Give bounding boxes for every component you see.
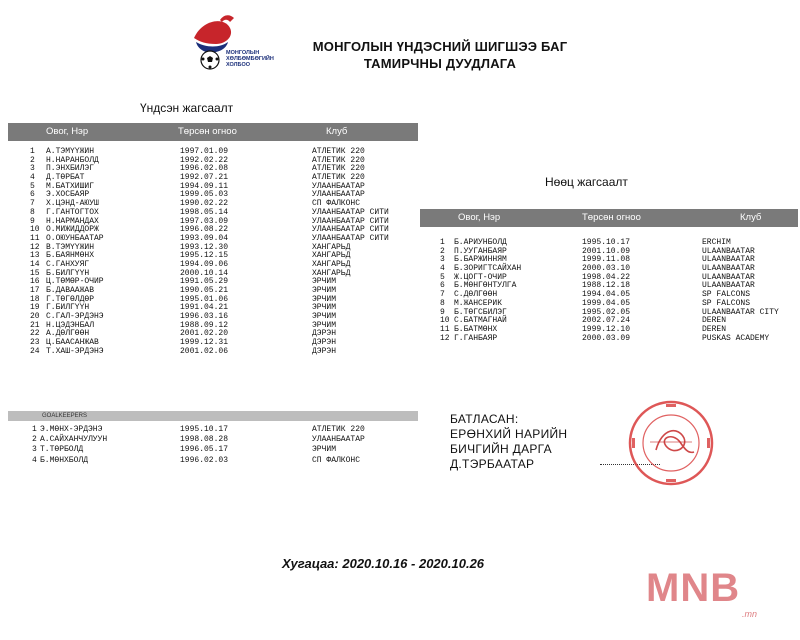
row-number: 11 [440, 324, 450, 334]
document-title [295, 38, 585, 72]
title-line-1: МОНГОЛЫН ҮНДЭСНИЙ ШИГШЭЭ БАГ [312, 39, 568, 54]
row-number: 4 [32, 455, 37, 465]
club-name: УЛААНБААТАР СИТИ [312, 216, 389, 226]
player-name: О.ОЮУНБААТАР [46, 233, 104, 243]
birth-date: 1990.02.22 [180, 199, 229, 209]
title-line-2: ТАМИРЧНЫ ДУУДЛАГА [363, 56, 517, 71]
call-up-period: Хугацаа: 2020.10.16 - 2020.10.26 [282, 556, 485, 571]
player-name: С.ДӨЛГӨӨН [454, 290, 498, 300]
birth-date: 1995.10.17 [180, 425, 229, 434]
birth-date: 1990.05.21 [180, 286, 229, 295]
club-name: ХАНГАРЬД [312, 268, 351, 278]
approval-line: Д.ТЭРБААТАР [450, 457, 535, 471]
row-number: 8 [440, 298, 445, 308]
table-row [8, 445, 418, 455]
player-name: Б.МӨНГӨНТУЛГА [454, 281, 517, 291]
header-name: Овог, Нэр [46, 126, 89, 137]
row-number: 4 [30, 173, 35, 183]
row-number: 14 [30, 259, 40, 269]
row-number: 19 [30, 303, 40, 313]
player-name: С.ГАЛ-ЭРДЭНЭ [46, 312, 104, 322]
main-list-table [8, 123, 418, 141]
club-name: ДЭРЭН [312, 338, 337, 348]
club-name: PUSKAS ACADEMY [702, 333, 770, 343]
player-name: С.ГАНХУЯГ [46, 259, 90, 269]
row-number: 5 [440, 272, 445, 282]
row-number: 2 [30, 155, 35, 165]
birth-date: 1994.09.11 [180, 181, 229, 191]
mnb-watermark-domain: .mn [742, 609, 758, 619]
birth-date: 1996.05.17 [180, 445, 229, 455]
player-name: Г.БИЛГҮҮН [46, 303, 90, 313]
birth-date: 2000.10.14 [180, 268, 229, 278]
club-name: ULAANBAATAR CITY [702, 307, 779, 317]
club-name: УЛААНБААТАР СИТИ [312, 233, 389, 243]
club-name: ULAANBAATAR [702, 246, 755, 256]
reserve-list-table [420, 209, 798, 227]
player-name: Б.ЗОРИГТСАЙХАН [454, 264, 522, 274]
club-name: ULAANBAATAR [702, 264, 755, 274]
player-name: Б.ДАВААЖАВ [46, 286, 95, 295]
row-number: 9 [440, 307, 445, 317]
goalkeeper-rows [8, 425, 418, 466]
club-name: СП ФАЛКОНС [312, 199, 361, 209]
row-number: 6 [30, 190, 35, 200]
birth-date: 2001.10.09 [582, 246, 631, 256]
table-row [8, 348, 418, 357]
club-name: ULAANBAATAR [702, 255, 755, 265]
row-number: 7 [30, 199, 35, 209]
birth-date: 1999.12.31 [180, 338, 229, 348]
player-name: О.МИЖИДДОРЖ [46, 225, 99, 235]
row-number: 10 [30, 225, 40, 235]
row-number: 22 [30, 329, 40, 339]
club-name: АТЛЕТИК 220 [312, 155, 365, 165]
player-name: Г.ГАНТОГТОХ [46, 207, 99, 217]
row-number: 10 [440, 316, 450, 326]
club-name: ЭРЧИМ [312, 286, 337, 295]
main-list-header [8, 123, 418, 141]
club-name: АТЛЕТИК 220 [312, 164, 365, 174]
birth-date: 2000.03.10 [582, 264, 631, 274]
row-number: 12 [30, 242, 40, 252]
birth-date: 2001.02.20 [180, 329, 229, 339]
player-name: А.САЙХАНЧУЛУУН [40, 435, 108, 445]
player-name: Г.ТӨГӨЛДӨР [46, 294, 95, 304]
row-number: 13 [30, 251, 40, 261]
player-name: Д.ТӨРБАТ [46, 173, 85, 183]
birth-date: 1999.04.05 [582, 298, 631, 308]
birth-date: 2001.02.06 [180, 346, 229, 356]
row-number: 7 [440, 290, 445, 300]
table-row [8, 456, 418, 466]
player-name: Б.ТӨГСБИЛЭГ [454, 307, 507, 317]
row-number: 20 [30, 312, 40, 322]
birth-date: 2002.07.24 [582, 316, 631, 326]
row-number: 23 [30, 338, 40, 348]
federation-logo-icon [190, 14, 280, 78]
row-number: 8 [30, 207, 35, 217]
club-name: ЭРЧИМ [312, 320, 337, 330]
birth-date: 1991.05.29 [180, 277, 229, 287]
header-dob: Төрсөн огноо [582, 212, 641, 223]
approval-line: ЕРӨНХИЙ НАРИЙН [450, 427, 568, 441]
main-list-label: Үндсэн жагсаалт [140, 101, 234, 115]
birth-date: 1996.02.08 [180, 164, 229, 174]
row-number: 12 [440, 333, 450, 343]
player-name: Б.БАТМӨНХ [454, 324, 498, 334]
birth-date: 1998.08.28 [180, 435, 229, 445]
row-number: 2 [440, 246, 445, 256]
approval-line: БАТЛАСАН: [450, 412, 519, 426]
header-club: Клуб [326, 126, 348, 137]
row-number: 24 [30, 346, 40, 356]
club-name: ERCHIM [702, 238, 731, 247]
birth-date: 1997.03.09 [180, 216, 229, 226]
goalkeepers-divider: GOALKEEPERS [8, 411, 418, 421]
official-seal-icon [626, 398, 716, 488]
birth-date: 1996.03.16 [180, 312, 229, 322]
player-name: Б.МӨНХБОЛД [40, 455, 89, 465]
club-name: ULAANBAATAR [702, 272, 755, 282]
player-name: П.УУГАНБАЯР [454, 246, 507, 256]
club-name: DEREN [702, 324, 727, 334]
row-number: 3 [30, 164, 35, 174]
club-name: УЛААНБААТАР СИТИ [312, 225, 389, 235]
club-name: DEREN [702, 316, 727, 326]
club-name: ДЭРЭН [312, 329, 337, 339]
club-name: ДЭРЭН [312, 346, 337, 356]
birth-date: 1988.12.18 [582, 281, 631, 291]
row-number: 21 [30, 320, 40, 330]
birth-date: 1995.12.15 [180, 251, 229, 261]
player-name: Б.АРИУНБОЛД [454, 238, 507, 247]
player-name: Ц.ТӨМӨР-ОЧИР [46, 277, 104, 287]
club-name: АТЛЕТИК 220 [312, 173, 365, 183]
row-number: 16 [30, 277, 40, 287]
player-name: М.БАТХИШИГ [46, 181, 95, 191]
club-name: АТЛЕТИК 220 [312, 425, 365, 434]
club-name: УЛААНБААТАР СИТИ [312, 207, 389, 217]
player-name: Т.ТӨРБОЛД [40, 445, 84, 455]
row-number: 18 [30, 294, 40, 304]
birth-date: 1988.09.12 [180, 320, 229, 330]
club-name: ЭРЧИМ [312, 303, 337, 313]
player-name: Э.МӨНХ-ЭРДЭНЭ [40, 425, 103, 434]
player-name: Н.НАРМАНДАХ [46, 216, 99, 226]
birth-date: 1996.02.03 [180, 455, 229, 465]
row-number: 6 [440, 281, 445, 291]
club-name: ХАНГАРЬД [312, 242, 351, 252]
table-row [8, 435, 418, 445]
table-row [8, 425, 418, 435]
reserve-list-label: Нөөц жагсаалт [545, 175, 628, 189]
birth-date: 1992.07.21 [180, 173, 229, 183]
player-name: Н.ЦЭДЭНБАЛ [46, 320, 95, 330]
birth-date: 1998.05.14 [180, 207, 229, 217]
player-name: А.ДӨЛГӨӨН [46, 329, 90, 339]
birth-date: 1993.09.04 [180, 233, 229, 243]
approval-line: БИЧГИЙН ДАРГА [450, 442, 552, 456]
birth-date: 1996.08.22 [180, 225, 229, 235]
approval-block [450, 412, 567, 472]
player-name: Ц.БААСАНЖАВ [46, 338, 99, 348]
birth-date: 1998.04.22 [582, 272, 631, 282]
club-name: ЭРЧИМ [312, 294, 337, 304]
club-name: УЛААНБААТАР [312, 181, 365, 191]
player-name: Б.БАРЖИННЯМ [454, 255, 507, 265]
row-number: 3 [440, 255, 445, 265]
birth-date: 1993.12.30 [180, 242, 229, 252]
header-dob: Төрсөн огноо [178, 126, 237, 137]
birth-date: 1999.12.10 [582, 324, 631, 334]
player-name: П.ЭНХБИЛЭГ [46, 164, 95, 174]
club-name: ЭРЧИМ [312, 445, 337, 455]
reserve-list-rows [420, 239, 798, 343]
birth-date: 2000.03.09 [582, 333, 631, 343]
main-list-rows [8, 148, 418, 357]
header-name: Овог, Нэр [458, 212, 501, 223]
club-name: ХАНГАРЬД [312, 259, 351, 269]
club-name: СП ФАЛКОНС [312, 455, 361, 465]
birth-date: 1999.11.08 [582, 255, 631, 265]
club-name: УЛААНБААТАР [312, 435, 365, 445]
player-name: Х.ЦЭНД-АЮУШ [46, 199, 99, 209]
birth-date: 1999.05.03 [180, 190, 229, 200]
club-name: ЭРЧИМ [312, 312, 337, 322]
header-club: Клуб [740, 212, 762, 223]
player-name: М.ЖАНСЕРИК [454, 298, 503, 308]
reserve-list-header [420, 209, 798, 227]
club-name: SP FALCONS [702, 290, 751, 300]
row-number: 4 [440, 264, 445, 274]
row-number: 3 [32, 445, 37, 455]
player-name: Г.ГАНБАЯР [454, 333, 498, 343]
player-name: С.БАТМАГНАЙ [454, 316, 507, 326]
row-number: 17 [30, 286, 40, 295]
player-name: Б.БИЛГҮҮН [46, 268, 90, 278]
club-name: ХАНГАРЬД [312, 251, 351, 261]
row-number: 9 [30, 216, 35, 226]
player-name: Н.НАРАНБОЛД [46, 155, 99, 165]
row-number: 2 [32, 435, 37, 445]
club-name: АТЛЕТИК 220 [312, 147, 365, 156]
birth-date: 1994.09.06 [180, 259, 229, 269]
birth-date: 1997.01.09 [180, 147, 229, 156]
row-number: 5 [30, 181, 35, 191]
club-name: ULAANBAATAR [702, 281, 755, 291]
player-name: Э.ХОСБАЯР [46, 190, 90, 200]
birth-date: 1995.01.06 [180, 294, 229, 304]
player-name: Т.ХАШ-ЭРДЭНЭ [46, 346, 104, 356]
birth-date: 1991.04.21 [180, 303, 229, 313]
player-name: Ж.ЦОГТ-ОЧИР [454, 272, 507, 282]
player-name: Б.БАЯНМӨНХ [46, 251, 95, 261]
club-name: УЛААНБААТАР [312, 190, 365, 200]
row-number: 15 [30, 268, 40, 278]
player-name: В.ТЭМҮҮЖИН [46, 242, 95, 252]
row-number: 1 [440, 238, 445, 247]
mnb-watermark-logo: MNB [646, 566, 741, 610]
birth-date: 1995.10.17 [582, 238, 631, 247]
row-number: 1 [32, 425, 37, 434]
club-name: ЭРЧИМ [312, 277, 337, 287]
club-name: SP FALCONS [702, 298, 751, 308]
birth-date: 1992.02.22 [180, 155, 229, 165]
row-number: 1 [30, 147, 35, 156]
federation-logo-text: МОНГОЛЫН ХӨЛБӨМБӨГИЙН ХОЛБОО [226, 50, 274, 68]
player-name: А.ТЭМҮҮЖИН [46, 147, 95, 156]
birth-date: 1995.02.05 [582, 307, 631, 317]
row-number: 11 [30, 233, 40, 243]
birth-date: 1994.04.05 [582, 290, 631, 300]
table-row [420, 335, 798, 344]
